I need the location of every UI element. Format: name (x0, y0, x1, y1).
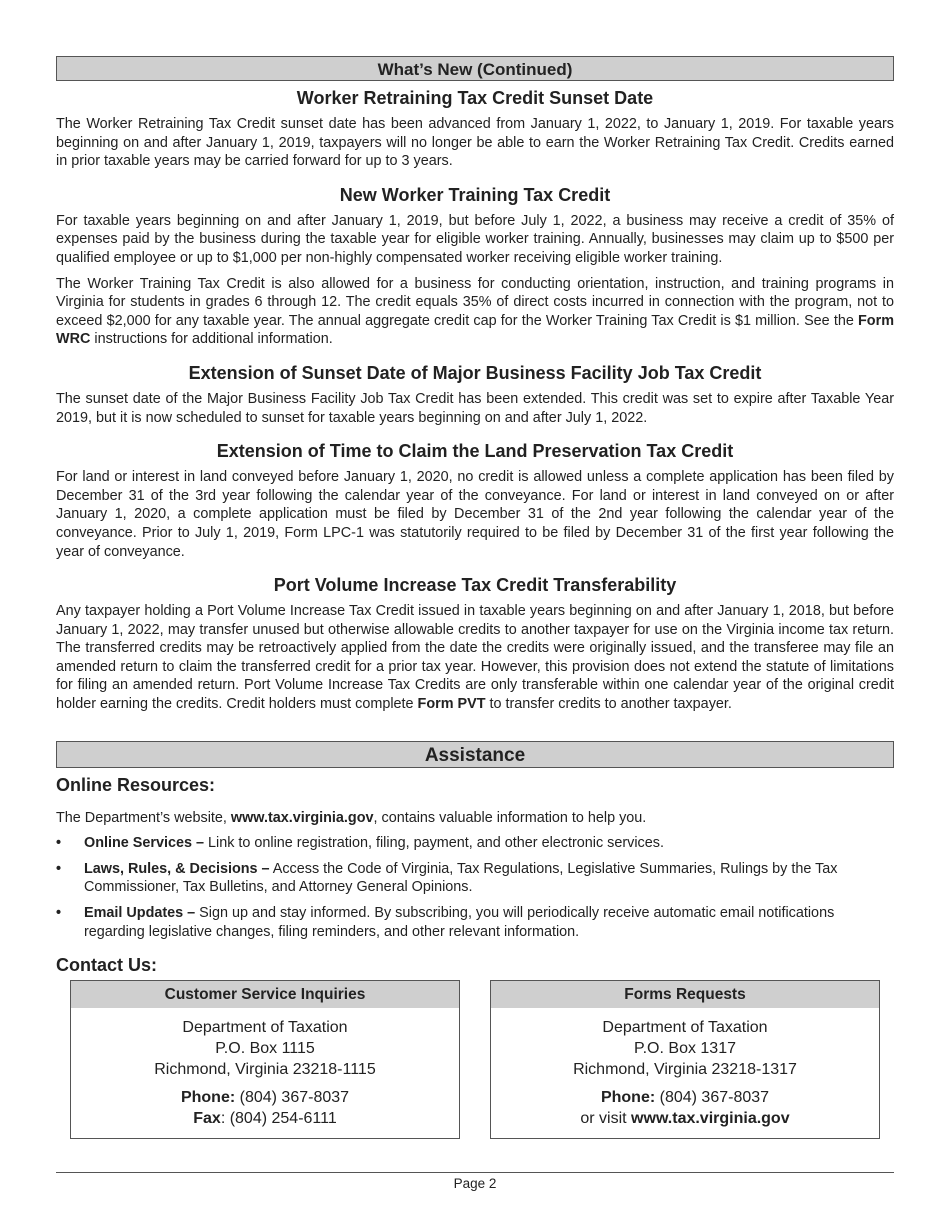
address-line: Department of Taxation (602, 1019, 768, 1037)
section-major-business-facility (56, 363, 894, 427)
website-link[interactable]: www.tax.virginia.gov (631, 1110, 790, 1128)
phone-line (491, 1087, 879, 1108)
box-title: Customer Service Inquiries (71, 981, 459, 1008)
website-line (56, 809, 894, 828)
address-line: P.O. Box 1115 (215, 1040, 315, 1058)
bullet-icon: • (56, 835, 62, 852)
section-title: Worker Retraining Tax Credit Sunset Date (296, 88, 654, 108)
online-resources-list (56, 834, 894, 941)
paragraph-text: The Worker Training Tax Credit is also allowed for a business for conducting orientation, instruction, and training programs in Virginia for students in grades 6 through 12. The credit equals 35% of direct costs incurred in connection with the program, not to exceed $2,000 for any taxable year. The annual aggregate credit cap for the Worker Training Tax Credit is $1 million. See the (56, 275, 894, 329)
item-label[interactable]: Online Services – (84, 835, 204, 852)
address-line: Department of Taxation (182, 1019, 348, 1037)
online-resources-heading: Online Resources: (56, 774, 216, 795)
phone-line (71, 1087, 459, 1108)
website-text: , contains valuable information to help you. (373, 809, 647, 826)
phone-number: (804) 367-8037 (235, 1089, 350, 1107)
contact-boxes (70, 980, 880, 1139)
paragraph: The Worker Retraining Tax Credit sunset date has been advanced from January 1, 2022, to January 1, 2019. For taxable years beginning on and after January 1, 2019, taxpayers will no longer be able to earn the Worker Retraining Tax Credit. Credits earned in prior taxable years may be carried forward for up to 3 years. (56, 116, 894, 170)
paragraph-text: instructions for additional information. (90, 331, 333, 348)
footer-rule (56, 1172, 894, 1173)
list-item (56, 834, 894, 853)
section-title: Port Volume Increase Tax Credit Transferability (273, 575, 677, 596)
section-land-preservation (56, 441, 894, 561)
paragraph: For taxable years beginning on and after January 1, 2019, but before July 1, 2022, a business may receive a credit of 35% of expenses paid by the business during the taxable year for eligible worker training. Annually, businesses may claim up to $500 per qualified employee or up to $1,000 per non-highly compensated worker receiving eligible worker training. (56, 212, 894, 266)
page (56, 56, 894, 1139)
section-worker-retraining (56, 88, 894, 171)
visit-line (491, 1108, 879, 1129)
list-item (56, 860, 894, 897)
paragraph: For land or interest in land conveyed before January 1, 2020, no credit is allowed unless a complete application has been filed by December 31 of the 3rd year following the calendar year of the conveyance. For land or interest in land conveyed on or after January 1, 2020, a complete application must be filed by December 31 of the 2nd year following the calendar year of the conveyance. Prior to July 1, 2019, Form LPC-1 was statutorily required to be filed by December 31 of the first year following the year of conveyance. (56, 469, 894, 560)
form-wrc-reference: Form WRC (56, 312, 894, 348)
fax-line (71, 1108, 459, 1129)
page-number: Page 2 (453, 1176, 497, 1191)
box-body (71, 1008, 459, 1129)
paragraph-text: to transfer credits to another taxpayer. (485, 696, 732, 713)
bullet-icon: • (56, 905, 62, 922)
paragraph: The sunset date of the Major Business Facility Job Tax Credit has been extended. This credit was set to expire after Taxable Year 2019, but it is now scheduled to sunset for taxable years beginning on and after July 1, 2022. (56, 390, 894, 426)
contact-us-heading: Contact Us: (56, 955, 158, 976)
section-port-volume (56, 575, 894, 714)
website-link[interactable]: www.tax.virginia.gov (230, 809, 374, 826)
fax-label: Fax (193, 1110, 221, 1128)
phone-number: (804) 367-8037 (655, 1089, 770, 1107)
address-line: Richmond, Virginia 23218-1115 (154, 1061, 376, 1079)
item-text: Link to online registration, filing, payment, and other electronic services. (204, 835, 664, 852)
paragraph (56, 602, 894, 714)
fax-number: : (804) 254-6111 (220, 1110, 337, 1128)
list-item (56, 904, 894, 941)
paragraph (56, 275, 894, 349)
section-title: New Worker Training Tax Credit (339, 184, 611, 205)
box-body (491, 1008, 879, 1129)
address-line: Richmond, Virginia 23218-1317 (573, 1061, 797, 1079)
whats-new-banner: What’s New (Continued) (56, 56, 894, 81)
customer-service-box (70, 980, 460, 1139)
phone-label: Phone: (600, 1089, 656, 1107)
section-title: Extension of Sunset Date of Major Business Facility Job Tax Credit (188, 362, 762, 383)
bullet-icon: • (56, 860, 62, 877)
box-title: Forms Requests (491, 981, 879, 1008)
section-new-worker-training (56, 185, 894, 349)
item-label[interactable]: Email Updates – (84, 905, 196, 922)
item-text: Access the Code of Virginia, Tax Regulations, Legislative Summaries, Rulings by the Tax Commissioner, Tax Bulletins, and Attorney General Opinions. (84, 860, 838, 896)
forms-requests-box (490, 980, 880, 1139)
phone-label: Phone: (180, 1089, 236, 1107)
address-line: P.O. Box 1317 (634, 1040, 736, 1058)
website-text: The Department’s website, (56, 809, 231, 826)
form-pvt-reference: Form PVT (417, 696, 486, 713)
visit-text: or visit (580, 1110, 632, 1128)
section-title: Extension of Time to Claim the Land Preservation Tax Credit (216, 441, 734, 462)
item-text: Sign up and stay informed. By subscribing, you will periodically receive automatic email notifications regarding legislative changes, filing reminders, and other relevant information. (84, 905, 835, 940)
paragraph-text: Any taxpayer holding a Port Volume Increase Tax Credit issued in taxable years beginning on and after January 1, 2018, but before January 1, 2022, may transfer unused but otherwise allowable credits to another taxpayer for use on the Virginia income tax return. The transferred credits may be retroactively applied from the date the credits were originally issued, and the transferee may file an amended return to claim the transferred credit for a prior tax year. However, this provision does not extend the statute of limitations for filing an amended return. Port Volume Increase Tax Credits are only transferable within one calendar year of the original credit holder earning the credits. Credit holders must complete (56, 603, 894, 713)
assistance-banner: Assistance (56, 741, 894, 768)
item-label[interactable]: Laws, Rules, & Decisions – (84, 860, 270, 877)
